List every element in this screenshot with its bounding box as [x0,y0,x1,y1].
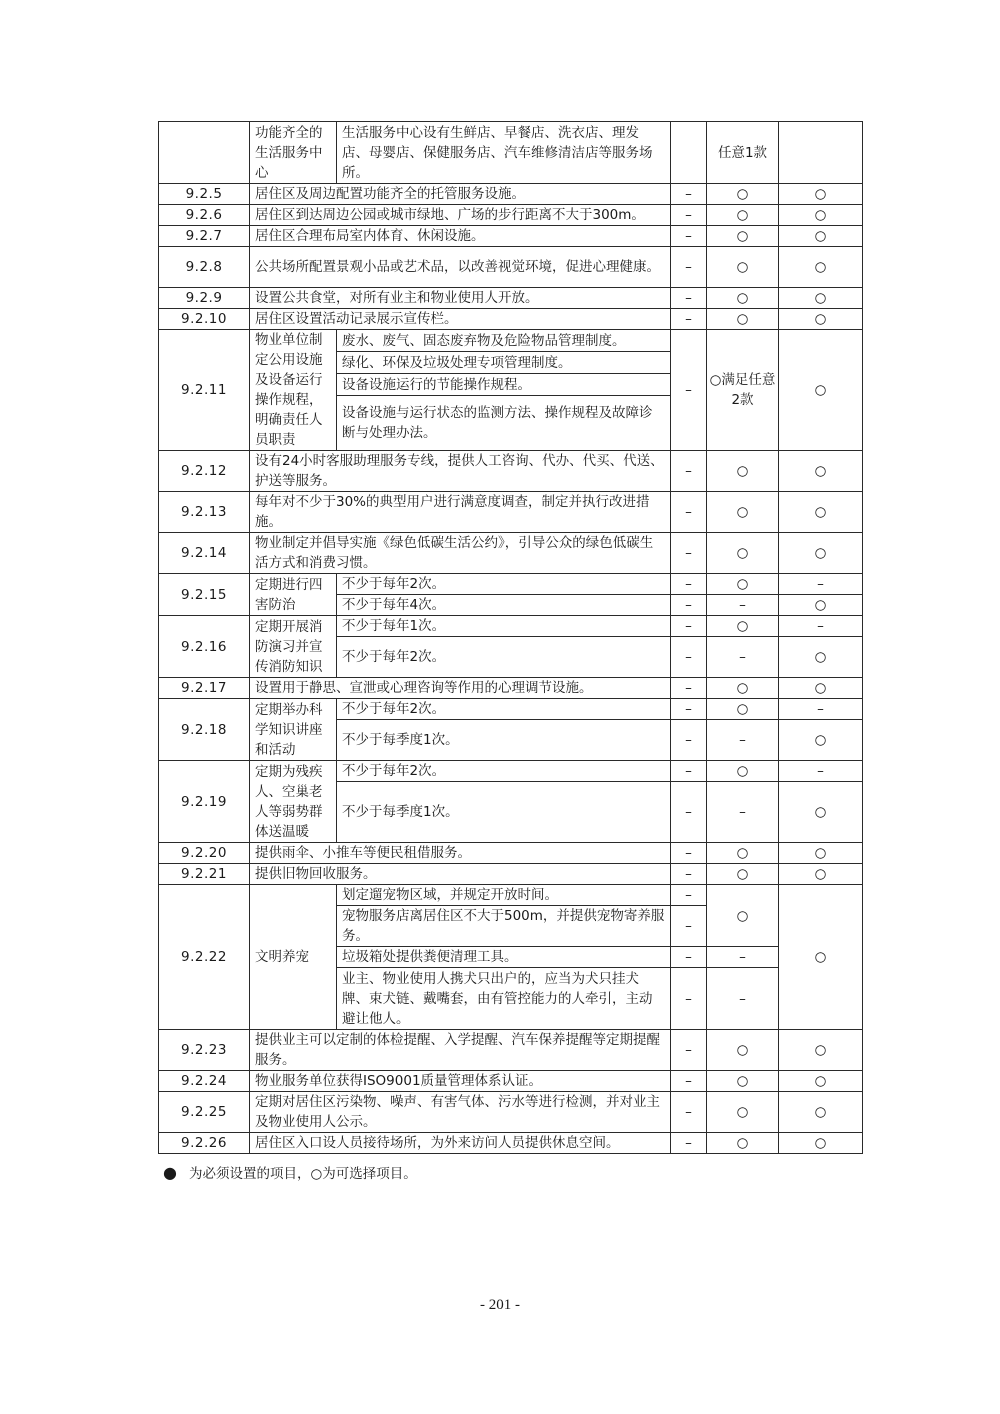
col1-cell: – [671,906,707,947]
table-row [159,616,863,637]
code-cell: 9.2.19 [159,761,250,843]
col3-cell: ○ [779,1092,863,1133]
col3-cell: – [779,574,863,595]
col1-cell: – [671,574,707,595]
col1-cell: – [671,968,707,1030]
col1-cell: – [671,885,707,906]
table-row [159,226,863,247]
col1-cell: – [671,843,707,864]
requirement-cell: 物业制定并倡导实施《绿色低碳生活公约》，引导公众的绿色低碳生活方式和消费习惯。 [250,533,671,574]
item-name-cell: 文明养宠 [250,885,337,1030]
col1-cell: – [671,184,707,205]
requirement-cell: 提供雨伞、小推车等便民租借服务。 [250,843,671,864]
col2-cell: ○ [707,843,779,864]
code-cell: 9.2.26 [159,1133,250,1154]
col1-cell: – [671,309,707,330]
code-cell: 9.2.15 [159,574,250,616]
col1-cell: – [671,1133,707,1154]
col1-cell: – [671,699,707,720]
code-cell: 9.2.21 [159,864,250,885]
requirement-cell: 生活服务中心设有生鲜店、早餐店、洗衣店、理发店、母婴店、保健服务店、汽车维修清洁店等服务场所。 [337,122,671,184]
col3-cell: ○ [779,451,863,492]
requirement-cell: 设置用于静思、宣泄或心理咨询等作用的心理调节设施。 [250,678,671,699]
requirement-cell: 物业服务单位获得ISO9001质量管理体系认证。 [250,1071,671,1092]
col2-cell: – [707,595,779,616]
col2-cell: – [707,947,779,968]
col2-cell: ○ [707,205,779,226]
filled-circle-icon: ● [163,1163,177,1182]
item-name-cell: 物业单位制定公用设施及设备运行操作规程，明确责任人员职责 [250,330,337,451]
table-row [159,761,863,782]
requirement-cell: 设有24小时客服助理服务专线，提供人工咨询、代办、代买、代送、护送等服务。 [250,451,671,492]
col1-cell: – [671,492,707,533]
requirement-cell: 垃圾箱处提供粪便清理工具。 [337,947,671,968]
col2-cell: ○ [707,885,779,947]
col3-cell: ○ [779,782,863,843]
col1-cell: – [671,1071,707,1092]
col1-cell: – [671,720,707,761]
requirement-cell: 业主、物业使用人携犬只出户的，应当为犬只挂犬牌、束犬链、戴嘴套，由有管控能力的人牵引，主动避让他人。 [337,968,671,1030]
item-name-cell: 功能齐全的生活服务中心 [250,122,337,184]
code-cell: 9.2.23 [159,1030,250,1071]
table-row [159,492,863,533]
col1-cell: – [671,678,707,699]
table-row [159,843,863,864]
requirement-cell: 宠物服务店离居住区不大于500m，并提供宠物寄养服务。 [337,906,671,947]
col3-cell: ○ [779,247,863,288]
col3-cell: ○ [779,1071,863,1092]
col2-cell: ○ [707,761,779,782]
col2-cell: – [707,782,779,843]
col2-cell: – [707,968,779,1030]
col2-cell: ○ [707,288,779,309]
table-row [159,1030,863,1071]
table-row [159,678,863,699]
code-cell: 9.2.25 [159,1092,250,1133]
col1-cell: – [671,761,707,782]
col1-cell: – [671,330,707,451]
table-row [159,533,863,574]
col1-cell: – [671,864,707,885]
col1-cell: – [671,782,707,843]
requirement-cell: 设备设施运行的节能操作规程。 [337,374,671,396]
item-name-cell: 定期开展消防演习并宣传消防知识 [250,616,337,678]
col2-cell: ○ [707,616,779,637]
col2-cell: ○ [707,184,779,205]
col2-cell: ○ [707,699,779,720]
col2-cell: 任意1款 [707,122,779,184]
col1-cell: – [671,451,707,492]
col3-cell: ○ [779,678,863,699]
col2-cell: ○ [707,1092,779,1133]
requirement-cell: 划定遛宠物区域，并规定开放时间。 [337,885,671,906]
requirement-cell: 绿化、环保及垃圾处理专项管理制度。 [337,352,671,374]
table-row [159,885,863,906]
code-cell: 9.2.16 [159,616,250,678]
col3-cell: ○ [779,1030,863,1071]
requirement-cell: 不少于每季度1次。 [337,720,671,761]
col1-cell: – [671,205,707,226]
requirements-table [158,121,863,1154]
col2-cell: ○ [707,247,779,288]
code-cell: 9.2.22 [159,885,250,1030]
col3-cell: ○ [779,226,863,247]
table-row [159,122,863,184]
table-row [159,184,863,205]
code-cell: 9.2.10 [159,309,250,330]
col1-cell: – [671,637,707,678]
table-row [159,699,863,720]
col3-cell: ○ [779,205,863,226]
requirement-cell: 不少于每年2次。 [337,699,671,720]
code-cell: 9.2.6 [159,205,250,226]
col3-cell: ○ [779,533,863,574]
requirement-cell: 提供业主可以定制的体检提醒、入学提醒、汽车保养提醒等定期提醒服务。 [250,1030,671,1071]
col1-cell: – [671,288,707,309]
table-footnote [163,1162,417,1182]
col3-cell: ○ [779,1133,863,1154]
col3-cell: ○ [779,637,863,678]
table-row [159,309,863,330]
requirement-cell: 不少于每年2次。 [337,761,671,782]
col3-cell: ○ [779,864,863,885]
col1-cell: – [671,247,707,288]
table-row [159,205,863,226]
col3-cell: ○ [779,309,863,330]
col1-cell: – [671,947,707,968]
table-row [159,1133,863,1154]
table-row [159,1071,863,1092]
col3-cell: ○ [779,184,863,205]
col2-cell: ○ [707,492,779,533]
footnote-text: 为必须设置的项目，○为可选择项目。 [188,1166,417,1182]
col2-cell: ○ [707,678,779,699]
col3-cell [779,122,863,184]
col3-cell: ○ [779,330,863,451]
col3-cell: ○ [779,843,863,864]
col1-cell: – [671,533,707,574]
code-cell: 9.2.7 [159,226,250,247]
table-row [159,451,863,492]
requirement-cell: 每年对不少于30%的典型用户进行满意度调查，制定并执行改进措施。 [250,492,671,533]
col1-cell: – [671,226,707,247]
table-row [159,1092,863,1133]
col2-cell: ○ [707,226,779,247]
col1-cell: – [671,1030,707,1071]
requirement-cell: 不少于每年2次。 [337,574,671,595]
requirement-cell: 公共场所配置景观小品或艺术品，以改善视觉环境，促进心理健康。 [250,247,671,288]
item-name-cell: 定期举办科学知识讲座和活动 [250,699,337,761]
requirement-cell: 居住区合理布局室内体育、休闲设施。 [250,226,671,247]
code-cell: 9.2.24 [159,1071,250,1092]
requirement-cell: 不少于每年1次。 [337,616,671,637]
requirement-cell: 设备设施与运行状态的监测方法、操作规程及故障诊断与处理办法。 [337,396,671,451]
col3-cell: – [779,699,863,720]
item-name-cell: 定期为残疾人、空巢老人等弱势群体送温暖 [250,761,337,843]
col3-cell: ○ [779,720,863,761]
col3-cell: ○ [779,492,863,533]
code-cell: 9.2.14 [159,533,250,574]
requirement-cell: 废水、废气、固态废弃物及危险物品管理制度。 [337,330,671,352]
requirement-cell: 不少于每年4次。 [337,595,671,616]
requirement-cell: 定期对居住区污染物、噪声、有害气体、污水等进行检测，并对业主及物业使用人公示。 [250,1092,671,1133]
code-cell: 9.2.5 [159,184,250,205]
col2-cell: – [707,720,779,761]
col3-cell: ○ [779,595,863,616]
item-name-cell: 定期进行四害防治 [250,574,337,616]
table-row [159,330,863,352]
col2-cell: ○ [707,1071,779,1092]
requirement-cell: 不少于每季度1次。 [337,782,671,843]
requirement-cell: 居住区到达周边公园或城市绿地、广场的步行距离不大于300m。 [250,205,671,226]
requirement-cell: 居住区设置活动记录展示宣传栏。 [250,309,671,330]
col1-cell [671,122,707,184]
code-cell: 9.2.17 [159,678,250,699]
col1-cell: – [671,616,707,637]
requirement-cell: 设置公共食堂，对所有业主和物业使用人开放。 [250,288,671,309]
table-row [159,864,863,885]
table-row [159,574,863,595]
col2-cell: ○ [707,1030,779,1071]
col2-cell: ○ [707,1133,779,1154]
table-row [159,247,863,288]
code-cell: 9.2.18 [159,699,250,761]
code-cell [159,122,250,184]
code-cell: 9.2.13 [159,492,250,533]
code-cell: 9.2.12 [159,451,250,492]
code-cell: 9.2.20 [159,843,250,864]
requirement-cell: 提供旧物回收服务。 [250,864,671,885]
col2-cell: ○ [707,533,779,574]
col2-cell: – [707,637,779,678]
col1-cell: – [671,595,707,616]
page-number: - 201 - [480,1297,520,1313]
requirement-cell: 居住区及周边配置功能齐全的托管服务设施。 [250,184,671,205]
col2-cell: ○ [707,574,779,595]
col3-cell: ○ [779,288,863,309]
requirement-cell: 不少于每年2次。 [337,637,671,678]
col2-cell: ○满足任意2款 [707,330,779,451]
col2-cell: ○ [707,309,779,330]
col2-cell: ○ [707,864,779,885]
table-row [159,288,863,309]
code-cell: 9.2.8 [159,247,250,288]
requirement-cell: 居住区入口设人员接待场所，为外来访问人员提供休息空间。 [250,1133,671,1154]
col3-cell: – [779,761,863,782]
code-cell: 9.2.11 [159,330,250,451]
col2-cell: ○ [707,451,779,492]
col1-cell: – [671,1092,707,1133]
code-cell: 9.2.9 [159,288,250,309]
col3-cell: ○ [779,885,863,1030]
col3-cell: – [779,616,863,637]
